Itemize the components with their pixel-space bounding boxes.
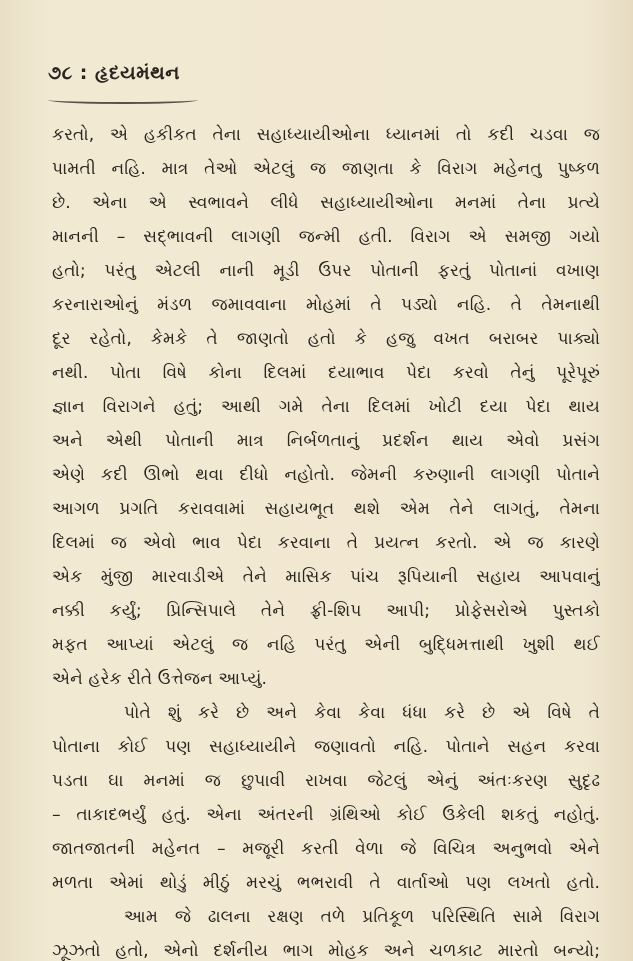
text-line: જ્ઞાન વિરાગને હતું; આથી ગમે તેના દિલમાં ખોટી દયા પેદા થાય xyxy=(52,397,600,417)
text-line: કરતો, એ હકીકત તેના સહાધ્યાયીઓના ધ્યાનમાં તો કદી ચડવા જ xyxy=(52,125,600,145)
text-line: એણે કદી ઊભો થવા દીધો નહોતો. જેમની કરુણાની લાગણી પોતાને xyxy=(52,465,600,485)
page-number: ૭૮ xyxy=(48,62,73,84)
text-line: મળતા એમાં થોડું મીઠું મરચું ભભરાવી તે વાર્તાઓ પણ લખતો હતો. xyxy=(52,873,600,893)
text-line: પોતે શું કરે છે અને કેવા કેવા ધંધા કરે છે એ વિષે તે xyxy=(124,703,600,723)
text-line: – તાકાદભર્યું હતું. એના અંતરની ગ્રંથિઓ કોઈ ઉકેલી શકતું નહોતું. xyxy=(52,805,600,825)
text-line: પોતાના કોઈ પણ સહાધ્યાયીને જણાવતો નહિ. પોતાને સહન કરવા xyxy=(52,737,600,757)
header-separator: : xyxy=(79,62,88,84)
text-line: કરનારાઓનું મંડળ જમાવવાના મોહમાં તે પડ્યો નહિ. તે તેમનાથી xyxy=(52,295,600,315)
page-header xyxy=(48,62,180,84)
text-line: એક મુંજી મારવાડીએ તેને માસિક પાંચ રૂપિયાની સહાય આપવાનું xyxy=(52,567,600,587)
text-line: છે. એના એ સ્વભાવને લીધે સહાધ્યાયીઓના મનમાં તેના પ્રત્યે xyxy=(52,193,600,213)
text-line: ઝૂઝતો હતો, એનો દર્શનીય ભાગ મોહક અને ચળકાટ મારતો બન્યો; xyxy=(52,941,600,961)
text-line: જાતજાતની મહેનત – મજૂરી કરતી વેળા જે વિચિત્ર અનુભવો એને xyxy=(52,839,600,859)
text-line: પામતી નહિ. માત્ર તેઓ એટલું જ જાણતા કે વિરાગ મહેનતુ પુષ્કળ xyxy=(52,159,600,179)
text-line: હતો; પરંતુ એટલી નાની મૂડી ઉપર પોતાની ફરતું પોતાનાં વખાણ xyxy=(52,261,600,281)
header-underline xyxy=(48,96,198,104)
text-line: દિલમાં જ એવો ભાવ પેદા કરવાના તે પ્રયત્ન કરતો. એ જ કારણે xyxy=(52,533,600,553)
text-line: આગળ પ્રગતિ કરાવવામાં સહાયભૂત થશે એમ તેને લાગતું, તેમના xyxy=(52,499,600,519)
text-line: માનની – સદ્ભાવની લાગણી જન્મી હતી. વિરાગ એ સમજી ગયો xyxy=(52,227,600,247)
text-line: દૂર રહેતો, કેમકે તે જાણતો હતો કે હજુ વખત બરાબર પાક્યો xyxy=(52,329,600,349)
text-line: મફત આપ્યાં એટલું જ નહિ પરંતુ એની બુદ્ધિમત્તાથી ખુશી થઈ xyxy=(52,635,600,655)
text-line: એને હરેક રીતે ઉત્તેજન આપ્યું. xyxy=(52,669,267,689)
text-line: પડતા ઘા મનમાં જ છુપાવી રાખવા જેટલું એનું અંતઃકરણ સુદૃઢ xyxy=(52,771,600,791)
body-text xyxy=(52,118,600,961)
text-line: નક્કી કર્યું; પ્રિન્સિપાલે તેને ફ્રી-શિપ આપી; પ્રોફેસરોએ પુસ્તકો xyxy=(52,601,600,621)
text-line: આમ જે ઢાલના રક્ષણ તળે પ્રતિકૂળ પરિસ્થિતિ સામે વિરાગ xyxy=(124,907,600,927)
text-line: અને એથી પોતાની માત્ર નિર્બળતાનું પ્રદર્શન થાય એવો પ્રસંગ xyxy=(52,431,600,451)
running-title: હૃદયમંથન xyxy=(95,62,180,84)
text-line: નથી. પોતા વિષે કોના દિલમાં દયાભાવ પેદા કરવો તેનું પૂરેપૂરું xyxy=(52,363,600,383)
